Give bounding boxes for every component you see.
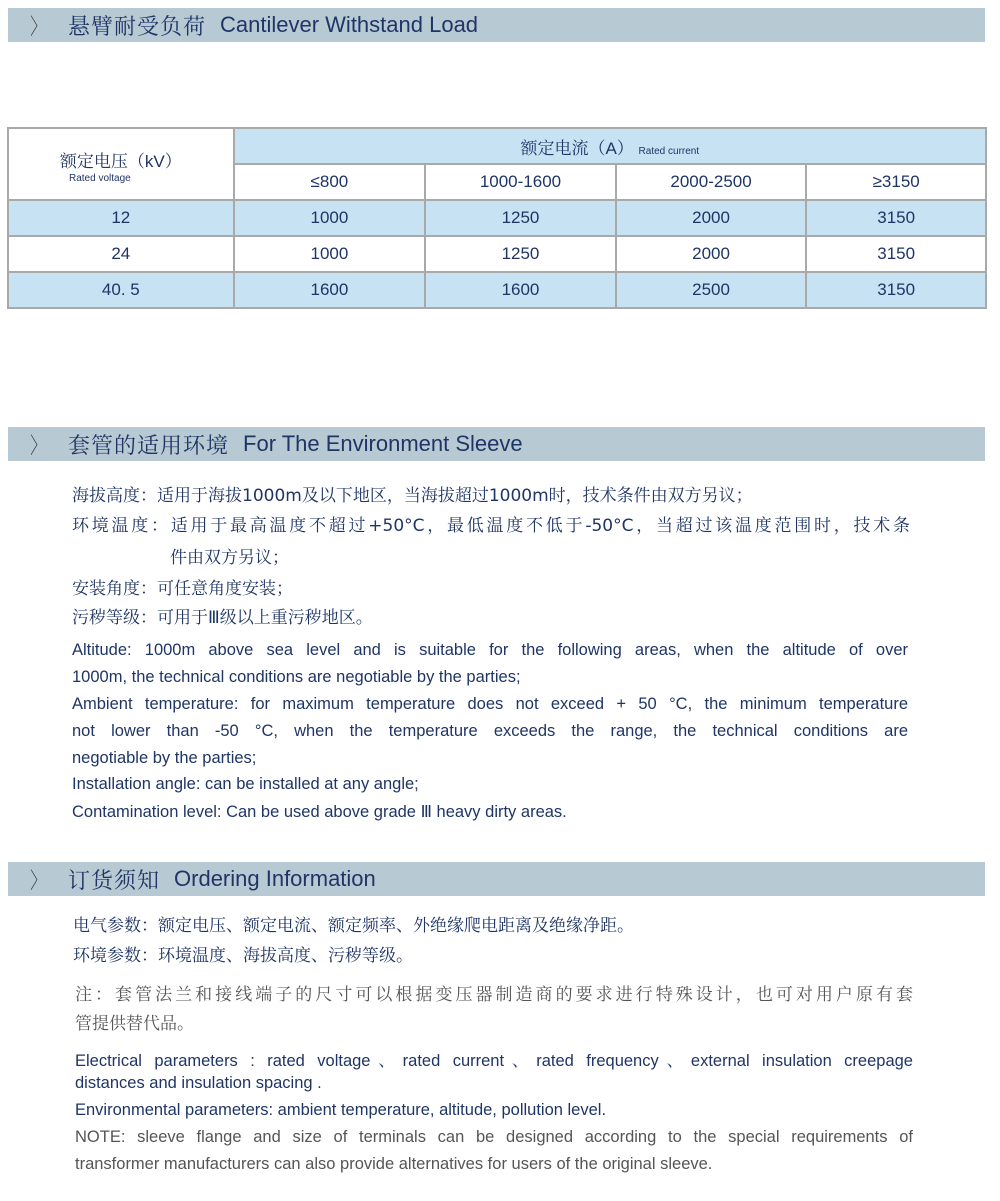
altitude-zh: 海拔高度：适用于海拔1000m及以下地区，当海拔超过1000m时，技术条件由双方另议； — [72, 486, 753, 506]
contamination-zh: 污秽等级：可用于Ⅲ级以上重污秽地区。 — [72, 608, 373, 628]
section-title-en: Ordering Information — [174, 866, 376, 891]
current-header — [234, 128, 986, 164]
voltage-header-en: Rated voltage — [69, 173, 131, 184]
table-row — [8, 200, 986, 236]
section-title-en: Cantilever Withstand Load — [220, 12, 479, 37]
section-header-environment — [8, 427, 985, 461]
load-value-cell: 2000 — [616, 236, 807, 272]
note-zh-cont: 管提供替代品。 — [75, 1014, 194, 1034]
electrical-params-en: Electrical parameters : rated voltage、rated current、rated frequency、external insulation creepage — [75, 1052, 913, 1070]
load-value-cell: 1600 — [234, 272, 426, 308]
voltage-cell: 12 — [8, 200, 234, 236]
altitude-en-cont: 1000m, the technical conditions are negotiable by the parties; — [72, 668, 521, 686]
section-title-zh: 订货须知 — [68, 868, 161, 894]
section-header-cantilever — [8, 8, 985, 42]
temperature-en-cont: not lower than -50 °C, when the temperature exceeds the range, the technical conditions are — [72, 722, 908, 740]
electrical-params-en-cont: distances and insulation spacing . — [75, 1074, 322, 1092]
cantilever-load-table — [7, 127, 987, 309]
load-value-cell: 3150 — [806, 200, 986, 236]
load-value-cell: 1000 — [234, 236, 426, 272]
section-header-ordering — [8, 862, 985, 896]
load-value-cell: 1000 — [234, 200, 426, 236]
load-value-cell: 3150 — [806, 236, 986, 272]
chevron-right-icon: 〉 — [30, 433, 46, 459]
environment-params-en: Environmental parameters: ambient temperature, altitude, pollution level. — [75, 1101, 607, 1119]
table-row — [8, 236, 986, 272]
load-value-cell: 2000 — [616, 200, 807, 236]
current-column-header: ≥3150 — [806, 164, 986, 200]
current-header-en: Rated current — [638, 145, 700, 157]
installation-zh: 安装角度：可任意角度安装； — [72, 579, 293, 599]
voltage-header — [8, 128, 234, 200]
chevron-right-icon: 〉 — [30, 14, 46, 40]
voltage-cell: 24 — [8, 236, 234, 272]
voltage-header-zh: 额定电压（kV） — [59, 152, 182, 171]
current-column-header: 2000-2500 — [616, 164, 807, 200]
section-title-zh: 悬臂耐受负荷 — [68, 14, 207, 40]
altitude-en: Altitude: 1000m above sea level and is suitable for the following areas, when the altitude of over — [72, 641, 908, 659]
section-title-zh: 套管的适用环境 — [68, 433, 230, 459]
temperature-en-cont2: negotiable by the parties; — [72, 749, 257, 767]
load-value-cell: 3150 — [806, 272, 986, 308]
temperature-zh-cont: 件由双方另议； — [170, 548, 289, 568]
load-value-cell: 2500 — [616, 272, 807, 308]
current-column-header: 1000-1600 — [425, 164, 616, 200]
installation-en: Installation angle: can be installed at any angle; — [72, 775, 419, 793]
current-header-zh: 额定电流（A） — [520, 138, 634, 158]
contamination-en: Contamination level: Can be used above grade Ⅲ heavy dirty areas. — [72, 803, 567, 821]
load-value-cell: 1250 — [425, 236, 616, 272]
environment-params-zh: 环境参数：环境温度、海拔高度、污秽等级。 — [73, 946, 413, 966]
note-zh: 注：套管法兰和接线端子的尺寸可以根据变压器制造商的要求进行特殊设计，也可对用户原有套 — [75, 985, 913, 1005]
section-title-en: For The Environment Sleeve — [243, 431, 523, 456]
note-en: NOTE: sleeve flange and size of terminals can be designed according to the special requirements of — [75, 1128, 913, 1146]
load-value-cell: 1600 — [425, 272, 616, 308]
current-column-header: ≤800 — [234, 164, 426, 200]
voltage-cell: 40. 5 — [8, 272, 234, 308]
temperature-zh: 环境温度：适用于最高温度不超过+50°C，最低温度不低于-50°C，当超过该温度范围时，技术条 — [72, 516, 910, 536]
table-row — [8, 272, 986, 308]
chevron-right-icon: 〉 — [30, 868, 46, 894]
electrical-params-zh: 电气参数：额定电压、额定电流、额定频率、外绝缘爬电距离及绝缘净距。 — [73, 916, 634, 936]
note-en-cont: transformer manufacturers can also provide alternatives for users of the original sleeve. — [75, 1155, 713, 1173]
temperature-en: Ambient temperature: for maximum temperature does not exceed + 50 °C, the minimum temperature — [72, 695, 908, 713]
load-value-cell: 1250 — [425, 200, 616, 236]
